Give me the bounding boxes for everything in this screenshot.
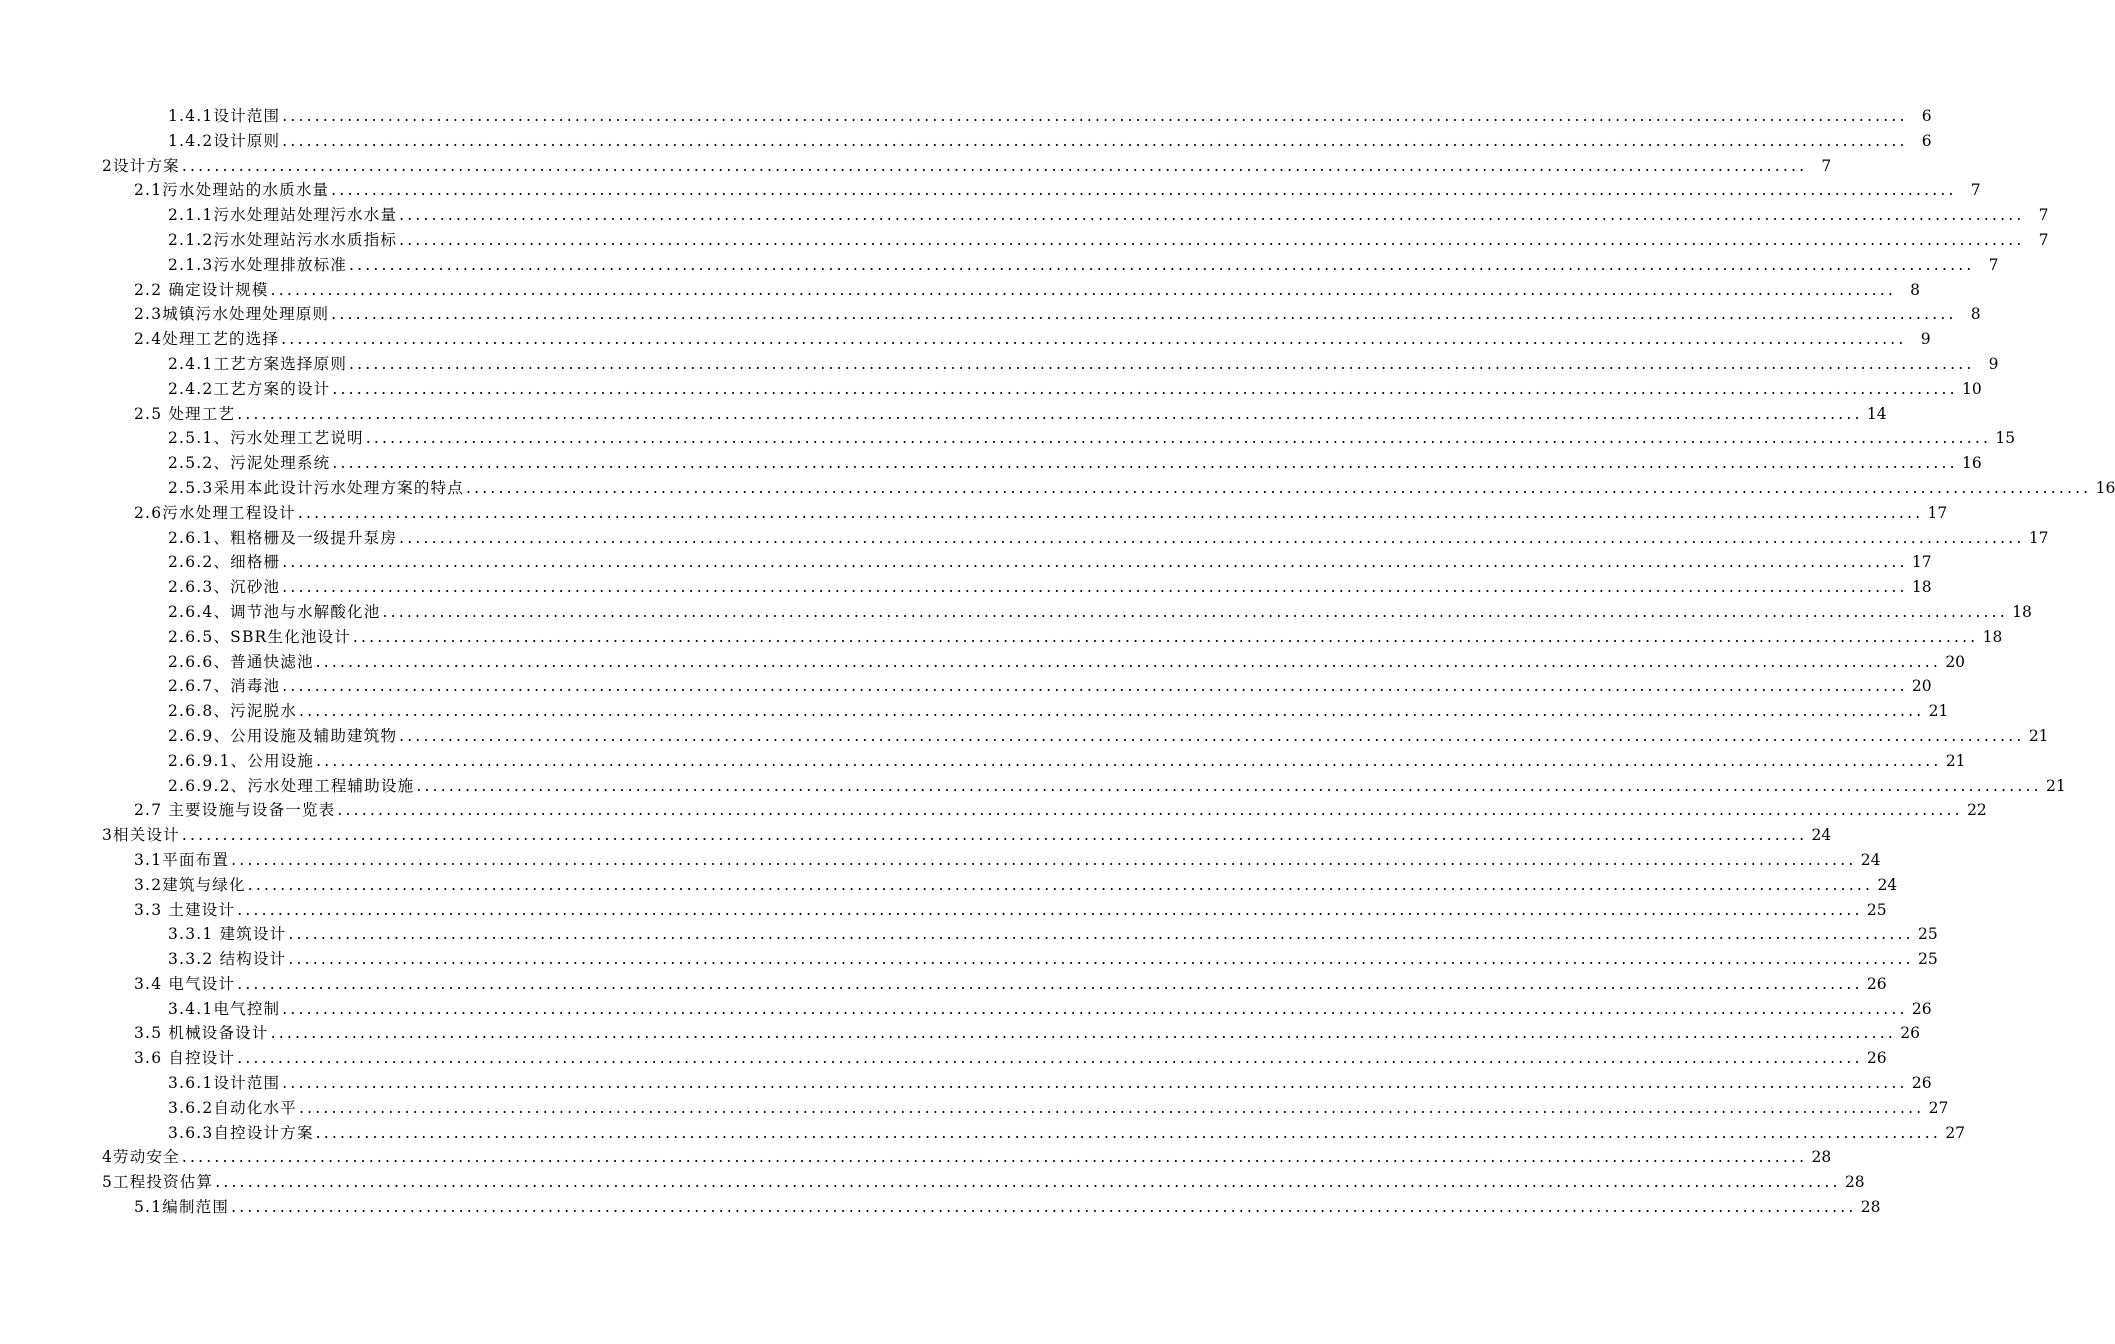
toc-entry-title: 2.6.9.1、公用设施 — [168, 751, 315, 770]
toc-entry-title: 2.6.7、消毒池 — [168, 677, 281, 696]
toc-entry-title: 2.4处理工艺的选择 — [134, 330, 280, 349]
toc-entry-title: 2.6.9、公用设施及辅助建筑物 — [168, 726, 398, 745]
toc-entry[interactable] — [0, 997, 1932, 1022]
toc-entry-page: 21 — [1928, 702, 1949, 721]
toc-entry-page: 16 — [2095, 478, 2115, 497]
toc-entry-title: 3.4 电气设计 — [134, 974, 236, 993]
toc-entry-title: 5.1编制范围 — [134, 1198, 230, 1217]
toc-leader-dots: ........................................................................................................................................................................................................ — [298, 702, 1925, 721]
toc-entry[interactable] — [0, 798, 1987, 823]
toc-leader-dots: ........................................................................................................................................................................................................ — [288, 925, 1914, 944]
toc-entry-title: 3相关设计 — [102, 826, 180, 845]
toc-entry-page: 7 — [2038, 206, 2049, 225]
toc-entry-page: 24 — [1877, 875, 1898, 894]
toc-entry[interactable] — [0, 377, 1982, 402]
toc-entry[interactable] — [0, 625, 2003, 650]
toc-leader-dots: ........................................................................................................................................................................................................ — [399, 528, 2025, 547]
toc-entry-title: 2.5.2、污泥处理系统 — [168, 454, 331, 473]
toc-entry[interactable] — [0, 129, 1932, 154]
toc-entry-page: 20 — [1945, 652, 1966, 671]
toc-entry[interactable] — [0, 203, 2049, 228]
toc-entry[interactable] — [0, 1145, 1832, 1170]
toc-entry[interactable] — [0, 1170, 1865, 1195]
toc-entry-title: 2.1污水处理站的水质水量 — [134, 181, 330, 200]
toc-entry[interactable] — [0, 253, 1999, 278]
toc-entry-page: 25 — [1918, 950, 1938, 969]
toc-entry-title: 2.1.1污水处理站处理污水水量 — [168, 206, 398, 225]
toc-entry-page: 6 — [1921, 131, 1932, 150]
toc-leader-dots: ........................................................................................................................................................................................................ — [399, 726, 2025, 745]
toc-entry-page: 16 — [1962, 454, 1982, 473]
toc-entry-title: 5工程投资估算 — [102, 1173, 214, 1192]
toc-entry-page: 28 — [1844, 1173, 1865, 1192]
toc-leader-dots: ........................................................................................................................................................................................................ — [247, 875, 1874, 894]
toc-entry-title: 2.3城镇污水处理处理原则 — [134, 305, 330, 324]
toc-entry-title: 3.6.1设计范围 — [168, 1074, 281, 1093]
toc-entry-page: 18 — [1911, 578, 1932, 597]
toc-entry-title: 2.6.1、粗格栅及一级提升泵房 — [168, 528, 398, 547]
toc-entry-page: 26 — [1911, 1074, 1932, 1093]
toc-entry-title: 2.7 主要设施与设备一览表 — [134, 801, 336, 820]
toc-entry[interactable] — [0, 1121, 1966, 1146]
toc-entry-page: 9 — [1988, 354, 1999, 373]
toc-entry[interactable] — [0, 873, 1898, 898]
toc-entry-title: 2.6.3、沉砂池 — [168, 578, 281, 597]
toc-leader-dots: ........................................................................................................................................................................................................ — [282, 107, 1908, 125]
toc-entry-title: 2.6.5、SBR生化池设计 — [168, 627, 351, 646]
toc-entry-title: 1.4.1设计范围 — [168, 107, 281, 125]
toc-leader-dots: ........................................................................................................................................................................................................ — [231, 1198, 1857, 1217]
toc-leader-dots: ........................................................................................................................................................................................................ — [316, 751, 1942, 770]
toc-entry-title: 2设计方案 — [102, 156, 180, 175]
toc-entry[interactable] — [0, 972, 1887, 997]
toc-entry-page: 15 — [1995, 429, 2016, 448]
toc-entry-title: 2.6.6、普通快滤池 — [168, 652, 314, 671]
toc-leader-dots: ........................................................................................................................................................................................................ — [416, 776, 2042, 795]
toc-entry[interactable] — [0, 526, 2049, 551]
toc-entry[interactable] — [0, 724, 2049, 749]
toc-entry[interactable] — [0, 898, 1887, 923]
toc-entry-title: 3.6 自控设计 — [134, 1049, 236, 1068]
toc-leader-dots: ........................................................................................................................................................................................................ — [365, 429, 1992, 448]
toc-entry[interactable] — [0, 650, 1966, 675]
toc-leader-dots: ........................................................................................................................................................................................................ — [337, 801, 1963, 820]
toc-entry-title: 2.1.2污水处理站污水水质指标 — [168, 230, 398, 249]
toc-entry-title: 3.6.2自动化水平 — [168, 1098, 297, 1117]
toc-entry-title: 3.5 机械设备设计 — [134, 1024, 269, 1043]
toc-entry-page: 21 — [2046, 776, 2066, 795]
toc-entry-page: 8 — [1910, 280, 1920, 299]
toc-entry-page: 24 — [1811, 826, 1832, 845]
toc-entry[interactable] — [0, 823, 1832, 848]
toc-entry[interactable] — [0, 476, 2115, 501]
toc-entry-title: 2.4.1工艺方案选择原则 — [168, 354, 348, 373]
toc-entry-page: 20 — [1911, 677, 1932, 696]
toc-entry-page: 17 — [1927, 503, 1948, 522]
toc-leader-dots: ........................................................................................................................................................................................................ — [282, 553, 1908, 572]
toc-entry[interactable] — [0, 1096, 1949, 1121]
toc-entry[interactable] — [0, 352, 1999, 377]
toc-entry-page: 9 — [1920, 330, 1931, 349]
toc-entry-page: 27 — [1945, 1123, 1966, 1142]
toc-leader-dots: ........................................................................................................................................................................................................ — [332, 379, 1958, 398]
toc-leader-dots: ........................................................................................................................................................................................................ — [270, 280, 1896, 299]
toc-leader-dots: ........................................................................................................................................................................................................ — [331, 181, 1957, 200]
toc-entry-page: 26 — [1911, 999, 1932, 1018]
toc-entry[interactable] — [0, 327, 1931, 352]
toc-entry-title: 3.3 土建设计 — [134, 900, 236, 919]
toc-entry-title: 3.6.3自控设计方案 — [168, 1123, 314, 1142]
toc-entry[interactable] — [0, 699, 1949, 724]
toc-entry[interactable] — [0, 848, 1881, 873]
toc-entry[interactable] — [0, 947, 1938, 972]
toc-entry-page: 25 — [1918, 925, 1938, 944]
toc-entry-title: 3.4.1电气控制 — [168, 999, 281, 1018]
toc-entry-page: 26 — [1866, 1049, 1887, 1068]
toc-leader-dots: ........................................................................................................................................................................................................ — [181, 1148, 1808, 1167]
toc-leader-dots: ........................................................................................................................................................................................................ — [382, 602, 2008, 621]
toc-leader-dots: ........................................................................................................................................................................................................ — [315, 1123, 1942, 1142]
toc-entry-title: 2.6.8、污泥脱水 — [168, 702, 297, 721]
toc-entry[interactable] — [0, 1046, 1887, 1071]
toc-leader-dots: ........................................................................................................................................................................................................ — [237, 900, 1863, 919]
toc-entry[interactable] — [0, 749, 1966, 774]
toc-entry-page: 7 — [2038, 230, 2049, 249]
toc-entry[interactable] — [0, 178, 1981, 203]
toc-entry-title: 3.1平面布置 — [134, 850, 230, 869]
toc-entry-page: 17 — [2028, 528, 2049, 547]
toc-entry-page: 24 — [1860, 850, 1881, 869]
toc-leader-dots: ........................................................................................................................................................................................................ — [288, 950, 1914, 969]
toc-entry[interactable] — [0, 426, 2016, 451]
toc-entry-title: 3.2建筑与绿化 — [134, 875, 246, 894]
toc-leader-dots: ........................................................................................................................................................................................................ — [237, 974, 1863, 993]
toc-entry-page: 28 — [1860, 1198, 1881, 1217]
toc-leader-dots: ........................................................................................................................................................................................................ — [331, 305, 1957, 324]
toc-leader-dots: ........................................................................................................................................................................................................ — [352, 627, 1979, 646]
toc-leader-dots: ........................................................................................................................................................................................................ — [282, 578, 1908, 597]
toc-entry-page: 7 — [1988, 255, 1999, 274]
toc-entry[interactable] — [0, 451, 1982, 476]
table-of-contents — [0, 104, 2115, 1220]
toc-leader-dots: ........................................................................................................................................................................................................ — [270, 1024, 1896, 1043]
toc-leader-dots: ........................................................................................................................................................................................................ — [181, 826, 1808, 845]
toc-entry-page: 6 — [1921, 107, 1932, 125]
toc-leader-dots: ........................................................................................................................................................................................................ — [181, 156, 1808, 175]
toc-entry[interactable] — [0, 104, 1932, 129]
toc-entry[interactable] — [0, 402, 1887, 427]
toc-leader-dots: ........................................................................................................................................................................................................ — [297, 503, 1924, 522]
toc-entry-page: 28 — [1811, 1148, 1832, 1167]
toc-leader-dots: ........................................................................................................................................................................................................ — [298, 1098, 1925, 1117]
toc-entry-page: 22 — [1967, 801, 1987, 820]
toc-entry[interactable] — [0, 228, 2049, 253]
toc-entry-title: 2.6.9.2、污水处理工程辅助设施 — [168, 776, 415, 795]
toc-entry-title: 2.6.2、细格栅 — [168, 553, 281, 572]
toc-entry-title: 2.4.2工艺方案的设计 — [168, 379, 331, 398]
toc-entry[interactable] — [0, 600, 2032, 625]
toc-entry-page: 7 — [1821, 156, 1832, 175]
toc-leader-dots: ........................................................................................................................................................................................................ — [282, 677, 1908, 696]
toc-entry-page: 8 — [1970, 305, 1981, 324]
toc-leader-dots: ........................................................................................................................................................................................................ — [282, 1074, 1908, 1093]
toc-entry-page: 18 — [1982, 627, 2003, 646]
toc-entry[interactable] — [0, 278, 1920, 303]
toc-entry-page: 27 — [1928, 1098, 1949, 1117]
toc-entry-page: 18 — [2012, 602, 2032, 621]
toc-entry-title: 2.1.3污水处理排放标准 — [168, 255, 348, 274]
toc-entry-page: 7 — [1970, 181, 1981, 200]
toc-leader-dots: ........................................................................................................................................................................................................ — [399, 230, 2025, 249]
toc-leader-dots: ........................................................................................................................................................................................................ — [237, 404, 1863, 423]
toc-entry-title: 2.5 处理工艺 — [134, 404, 236, 423]
toc-entry[interactable] — [0, 501, 1948, 526]
toc-entry-title: 2.5.3采用本此设计污水处理方案的特点 — [168, 478, 464, 497]
toc-entry[interactable] — [0, 774, 2066, 799]
toc-entry-title: 1.4.2设计原则 — [168, 131, 281, 150]
toc-leader-dots: ........................................................................................................................................................................................................ — [282, 131, 1908, 150]
toc-leader-dots: ........................................................................................................................................................................................................ — [399, 206, 2025, 225]
toc-leader-dots: ........................................................................................................................................................................................................ — [315, 652, 1942, 671]
toc-entry-title: 3.3.2 结构设计 — [168, 950, 287, 969]
toc-entry-title: 2.5.1、污水处理工艺说明 — [168, 429, 364, 448]
toc-entry-page: 14 — [1866, 404, 1887, 423]
toc-entry-page: 21 — [1945, 751, 1966, 770]
toc-leader-dots: ........................................................................................................................................................................................................ — [282, 999, 1908, 1018]
toc-entry[interactable] — [0, 1021, 1920, 1046]
toc-entry-page: 21 — [2028, 726, 2049, 745]
toc-entry[interactable] — [0, 922, 1938, 947]
toc-leader-dots: ........................................................................................................................................................................................................ — [465, 478, 2092, 497]
toc-entry-page: 26 — [1866, 974, 1887, 993]
toc-entry[interactable] — [0, 674, 1932, 699]
toc-leader-dots: ........................................................................................................................................................................................................ — [215, 1173, 1841, 1192]
toc-entry-page: 25 — [1866, 900, 1887, 919]
toc-entry[interactable] — [0, 550, 1932, 575]
toc-leader-dots: ........................................................................................................................................................................................................ — [237, 1049, 1863, 1068]
toc-leader-dots: ........................................................................................................................................................................................................ — [349, 255, 1975, 274]
toc-leader-dots: ........................................................................................................................................................................................................ — [231, 850, 1857, 869]
toc-entry-page: 10 — [1962, 379, 1982, 398]
toc-entry[interactable] — [0, 302, 1981, 327]
toc-entry[interactable] — [0, 154, 1832, 179]
toc-leader-dots: ........................................................................................................................................................................................................ — [281, 330, 1907, 349]
toc-leader-dots: ........................................................................................................................................................................................................ — [349, 354, 1975, 373]
toc-entry-page: 17 — [1911, 553, 1932, 572]
toc-entry[interactable] — [0, 1071, 1932, 1096]
toc-entry-title: 4劳动安全 — [102, 1148, 180, 1167]
toc-entry[interactable] — [0, 1195, 1881, 1220]
toc-leader-dots: ........................................................................................................................................................................................................ — [332, 454, 1958, 473]
toc-entry-title: 3.3.1 建筑设计 — [168, 925, 287, 944]
toc-entry-page: 26 — [1900, 1024, 1920, 1043]
toc-entry-title: 2.2 确定设计规模 — [134, 280, 269, 299]
toc-entry-title: 2.6污水处理工程设计 — [134, 503, 296, 522]
toc-entry-title: 2.6.4、调节池与水解酸化池 — [168, 602, 381, 621]
toc-entry[interactable] — [0, 575, 1932, 600]
